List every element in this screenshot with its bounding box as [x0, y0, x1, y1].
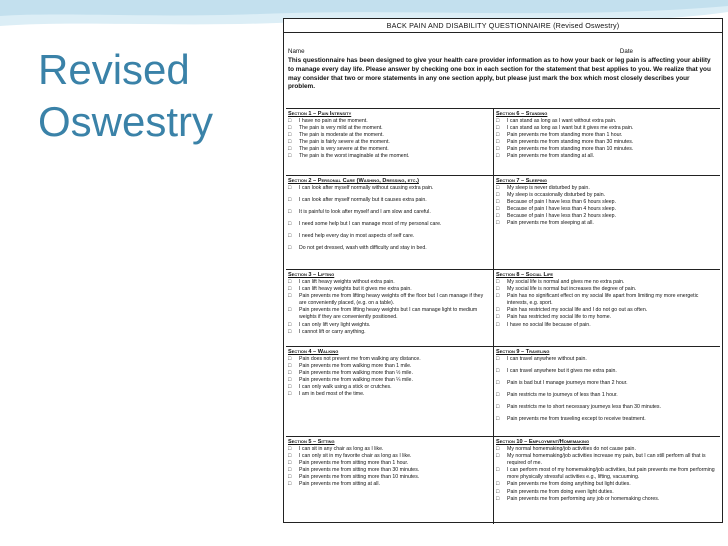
section-8-social-life	[494, 269, 720, 346]
checkbox-icon[interactable]: □	[288, 209, 292, 216]
option-row[interactable]	[288, 209, 491, 216]
option-label: I can stand as long as I want without extra pain.	[507, 118, 617, 124]
option-label: Pain prevents me from sleeping at all.	[507, 220, 594, 227]
section-4-walking	[286, 346, 494, 436]
option-row[interactable]	[496, 118, 718, 125]
checkbox-icon[interactable]: □	[496, 220, 500, 227]
checkbox-icon[interactable]: □	[496, 286, 500, 293]
checkbox-icon[interactable]: □	[288, 221, 292, 228]
option-label: My sleep is occasionally disturbed by pain.	[507, 192, 606, 199]
option-label: I can only lift very light weights.	[299, 321, 371, 328]
checkbox-icon[interactable]: □	[288, 446, 292, 452]
option-label: Pain prevents me from standing more than 10 minutes.	[507, 146, 634, 153]
option-label: Pain prevents me from standing more than 1 hour.	[507, 132, 623, 139]
option-row[interactable]	[288, 481, 491, 488]
option-row[interactable]	[288, 322, 491, 329]
option-row[interactable]	[496, 356, 718, 363]
checkbox-icon[interactable]: □	[496, 446, 500, 452]
section-5-sitting	[286, 436, 494, 524]
section-1-pain-intensity	[286, 108, 494, 175]
questionnaire-document	[283, 18, 723, 523]
section-2-personal-care	[286, 175, 494, 269]
option-label: My normal homemaking/job activities increase my pain, but I can still perform all that is required of me.	[507, 453, 706, 467]
checkbox-icon[interactable]: □	[288, 460, 292, 467]
option-row[interactable]	[496, 322, 718, 329]
option-label: The pain is very severe at the moment.	[299, 146, 389, 153]
checkbox-icon[interactable]: □	[288, 185, 292, 191]
section-heading: Section 8 – Social Life	[496, 272, 554, 278]
option-row[interactable]	[288, 474, 491, 481]
checkbox-icon[interactable]: □	[288, 363, 292, 370]
option-label: The pain is fairly severe at the moment.	[299, 139, 390, 146]
checkbox-icon[interactable]: □	[496, 416, 500, 423]
option-label: I can lift heavy weights without extra pain.	[299, 279, 395, 285]
checkbox-icon[interactable]: □	[496, 481, 500, 488]
option-label: Pain restricts me to journeys of less than 1 hour.	[507, 392, 618, 399]
sections-grid	[286, 108, 720, 522]
option-label: I cannot lift or carry anything.	[299, 328, 366, 335]
section-6-standing	[494, 108, 720, 175]
option-label: Pain prevents me from sitting more than 10 minutes.	[299, 474, 420, 481]
checkbox-icon[interactable]: □	[288, 279, 292, 285]
checkbox-icon[interactable]: □	[496, 380, 500, 387]
option-row[interactable]	[496, 206, 718, 213]
option-label: Pain prevents me from walking more than 1 mile.	[299, 363, 412, 370]
checkbox-icon[interactable]: □	[288, 233, 292, 240]
option-row[interactable]	[496, 220, 718, 227]
checkbox-icon[interactable]: □	[288, 391, 292, 398]
option-row[interactable]	[496, 279, 718, 286]
option-row[interactable]	[288, 286, 491, 293]
option-row[interactable]	[288, 125, 491, 132]
option-label: Pain restricts me to short necessary journeys less than 30 minutes.	[507, 404, 661, 411]
option-row[interactable]	[496, 213, 718, 220]
option-row[interactable]	[496, 368, 718, 375]
option-label: I need help every day in most aspects of self care.	[299, 233, 415, 240]
section-heading: Section 6 – Standing	[496, 111, 548, 117]
option-label: I can look after myself normally but it causes extra pain.	[299, 197, 427, 204]
option-label: Pain prevents me from sitting more than 30 minutes.	[299, 467, 420, 474]
checkbox-icon[interactable]: □	[496, 307, 500, 314]
option-row[interactable]	[288, 370, 491, 377]
option-label: I can stand as long as I want but it gives me extra pain.	[507, 125, 634, 132]
option-row[interactable]	[288, 185, 491, 192]
option-label: Pain prevents me from lifting heavy weights off the floor but I can manage if they are conveniently placed, (e.g. on a table).	[299, 293, 484, 307]
checkbox-icon[interactable]: □	[496, 206, 500, 213]
option-label: I am in bed most of the time.	[299, 391, 365, 398]
option-row[interactable]	[496, 416, 718, 423]
checkbox-icon[interactable]: □	[288, 321, 292, 328]
option-label: I can only sit in my favorite chair as long as I like.	[299, 453, 412, 460]
name-date-row	[288, 48, 718, 55]
checkbox-icon[interactable]: □	[496, 453, 500, 460]
option-label: Pain prevents me from standing more than 30 minutes.	[507, 139, 634, 146]
option-row[interactable]	[288, 139, 491, 146]
checkbox-icon[interactable]: □	[496, 495, 500, 502]
option-row[interactable]	[288, 453, 491, 460]
name-label: Name	[288, 48, 305, 55]
option-label: My social life is normal and gives me no extra pain.	[507, 279, 625, 285]
option-label: Because of pain I have less than 2 hours sleep.	[507, 213, 617, 220]
option-row[interactable]	[496, 293, 718, 307]
option-label: My social life is normal but increases the degree of pain.	[507, 286, 637, 293]
checkbox-icon[interactable]: □	[496, 392, 500, 399]
checkbox-icon[interactable]: □	[496, 185, 500, 191]
checkbox-icon[interactable]: □	[496, 356, 500, 362]
checkbox-icon[interactable]: □	[496, 139, 500, 146]
checkbox-icon[interactable]: □	[496, 125, 500, 132]
option-label: Because of pain I have less than 4 hours sleep.	[507, 206, 617, 213]
checkbox-icon[interactable]: □	[288, 481, 292, 488]
option-row[interactable]	[288, 132, 491, 139]
option-label: It is painful to look after myself and I am slow and careful.	[299, 209, 431, 216]
document-title: BACK PAIN AND DISABILITY QUESTIONNAIRE (Revised Oswestry)	[284, 21, 722, 33]
option-label: I can look after myself normally without causing extra pain.	[299, 185, 434, 191]
option-row[interactable]	[288, 153, 491, 160]
checkbox-icon[interactable]: □	[496, 279, 500, 285]
checkbox-icon[interactable]: □	[288, 286, 292, 293]
option-row[interactable]	[288, 329, 491, 336]
option-row[interactable]	[288, 446, 491, 453]
checkbox-icon[interactable]: □	[288, 146, 292, 153]
option-row[interactable]	[496, 307, 718, 314]
option-label: The pain is moderate at the moment.	[299, 132, 384, 139]
section-7-sleeping	[494, 175, 720, 269]
option-label: I need some help but I can manage most of my personal care.	[299, 221, 442, 228]
slide-title	[38, 44, 213, 148]
option-label: Pain prevents me from lifting heavy weights but I can manage light to medium weights if they are conveniently positioned.	[299, 307, 478, 321]
option-row[interactable]	[496, 146, 718, 153]
checkbox-icon[interactable]: □	[288, 356, 292, 362]
checkbox-icon[interactable]: □	[288, 125, 292, 132]
option-label: I have no pain at the moment.	[299, 118, 368, 124]
section-heading: Section 2 – Personal Care (Washing, Dressing, etc.)	[288, 178, 419, 184]
checkbox-icon[interactable]: □	[496, 213, 500, 220]
checkbox-icon[interactable]: □	[288, 307, 292, 314]
checkbox-icon[interactable]: □	[496, 118, 500, 124]
checkbox-icon[interactable]: □	[288, 197, 292, 204]
option-row[interactable]	[288, 146, 491, 153]
checkbox-icon[interactable]: □	[288, 474, 292, 481]
option-label: Pain prevents me from standing at all.	[507, 153, 595, 160]
section-heading: Section 7 – Sleeping	[496, 178, 548, 184]
option-label: Do not get dressed, wash with difficulty and stay in bed.	[299, 245, 427, 252]
option-row[interactable]	[496, 404, 718, 411]
option-row[interactable]	[288, 233, 491, 240]
option-row[interactable]	[496, 153, 718, 160]
option-label: The pain is the worst imaginable at the moment.	[299, 153, 410, 160]
checkbox-icon[interactable]: □	[496, 293, 500, 300]
checkbox-icon[interactable]: □	[496, 368, 500, 375]
section-heading: Section 1 – Pain Intensity	[288, 111, 352, 117]
option-label: I can sit in any chair as long as I like.	[299, 446, 384, 452]
checkbox-icon[interactable]: □	[496, 314, 500, 321]
option-label: Pain prevents me from walking more than ½ mile.	[299, 370, 413, 377]
checkbox-icon[interactable]: □	[496, 467, 500, 474]
option-row[interactable]	[496, 199, 718, 206]
option-label: Pain prevents me from performing any job or homemaking chores.	[507, 495, 660, 502]
section-10-employment-homemaking	[494, 436, 720, 524]
option-row[interactable]	[288, 391, 491, 398]
option-label: Pain is bad but I manage journeys more than 2 hour.	[507, 380, 628, 387]
option-row[interactable]	[288, 279, 491, 286]
option-row[interactable]	[288, 118, 491, 125]
option-label: I can only walk using a stick or crutches.	[299, 384, 392, 391]
instructions-paragraph: This questionnaire has been designed to give your health care provider information as to how your back or leg pain is affecting your ability to manage every day life. Please answer by checking one box in each section for the statement that best applies to you. We realize that you may consider that two or more statements in any one section apply, but please just mark the box which most closely describes your problem.	[288, 57, 711, 91]
option-row[interactable]	[288, 245, 491, 252]
slide-title-line-2: Oswestry	[38, 98, 214, 145]
option-label: Pain prevents me from traveling except to receive treatment.	[507, 416, 646, 423]
section-heading: Section 4 – Walking	[288, 349, 339, 355]
option-label: Pain prevents me from doing anything but light duties.	[507, 481, 631, 488]
checkbox-icon[interactable]: □	[496, 199, 500, 206]
option-row[interactable]	[288, 377, 491, 384]
option-row[interactable]	[496, 125, 718, 132]
option-label: Pain has no significant effect on my social life apart from limiting my more energetic interests, e.g. sport.	[507, 293, 699, 307]
option-label: Pain prevents me from walking more than ¼ mile.	[299, 377, 413, 384]
option-row[interactable]	[496, 185, 718, 192]
option-row[interactable]	[496, 496, 718, 503]
checkbox-icon[interactable]: □	[496, 153, 500, 160]
checkbox-icon[interactable]: □	[288, 328, 292, 335]
option-label: I can perform most of my homemaking/job activities, but pain prevents me from performing more physically stressful activities e.g., lifting, vacuuming.	[507, 467, 715, 481]
option-row[interactable]	[288, 307, 491, 321]
option-label: Pain prevents me from sitting at all.	[299, 481, 381, 488]
option-row[interactable]	[288, 356, 491, 363]
checkbox-icon[interactable]: □	[288, 245, 292, 252]
option-row[interactable]	[496, 380, 718, 387]
checkbox-icon[interactable]: □	[288, 139, 292, 146]
option-label: My normal homemaking/job activities do not cause pain.	[507, 446, 636, 452]
checkbox-icon[interactable]: □	[496, 404, 500, 411]
option-row[interactable]	[496, 132, 718, 139]
option-label: Pain has restricted my social life to my home.	[507, 314, 612, 321]
checkbox-icon[interactable]: □	[288, 293, 292, 300]
option-label: I can travel anywhere without pain.	[507, 356, 587, 362]
option-row[interactable]	[496, 481, 718, 488]
date-label: Date	[619, 48, 633, 55]
checkbox-icon[interactable]: □	[288, 153, 292, 160]
checkbox-icon[interactable]: □	[288, 118, 292, 124]
option-row[interactable]	[288, 467, 491, 474]
checkbox-icon[interactable]: □	[288, 132, 292, 139]
option-label: Pain has restricted my social life and I do not go out as often.	[507, 307, 648, 314]
option-label: Pain does not prevent me from walking any distance.	[299, 356, 421, 362]
option-row[interactable]	[496, 392, 718, 399]
option-label: The pain is very mild at the moment.	[299, 125, 383, 132]
checkbox-icon[interactable]: □	[288, 384, 292, 391]
option-row[interactable]	[288, 293, 491, 307]
option-label: Pain prevents me from doing even light duties.	[507, 488, 614, 495]
checkbox-icon[interactable]: □	[496, 321, 500, 328]
option-row[interactable]	[496, 489, 718, 496]
option-label: Because of pain I have less than 6 hours sleep.	[507, 199, 617, 206]
section-heading: Section 10 – Employment/Homemaking	[496, 439, 590, 445]
checkbox-icon[interactable]: □	[288, 370, 292, 377]
option-row[interactable]	[288, 460, 491, 467]
option-row[interactable]	[496, 286, 718, 293]
checkbox-icon[interactable]: □	[496, 132, 500, 139]
checkbox-icon[interactable]: □	[496, 192, 500, 199]
option-row[interactable]	[496, 453, 718, 467]
slide-title-line-1: Revised	[38, 46, 190, 93]
section-heading: Section 3 – Lifting	[288, 272, 335, 278]
checkbox-icon[interactable]: □	[288, 467, 292, 474]
option-label: My sleep is never disturbed by pain.	[507, 185, 590, 191]
option-row[interactable]	[496, 192, 718, 199]
section-9-traveling	[494, 346, 720, 436]
section-heading: Section 9 – Traveling	[496, 349, 550, 355]
option-label: I have no social life because of pain.	[507, 321, 591, 328]
option-row[interactable]	[288, 221, 491, 228]
option-row[interactable]	[288, 384, 491, 391]
section-3-lifting	[286, 269, 494, 346]
option-row[interactable]	[496, 467, 718, 481]
checkbox-icon[interactable]: □	[288, 377, 292, 384]
checkbox-icon[interactable]: □	[496, 488, 500, 495]
option-row[interactable]	[496, 446, 718, 453]
option-row[interactable]	[496, 139, 718, 146]
option-row[interactable]	[496, 314, 718, 321]
checkbox-icon[interactable]: □	[288, 453, 292, 460]
option-row[interactable]	[288, 197, 491, 204]
option-label: Pain prevents me from sitting more than 1 hour.	[299, 460, 409, 467]
option-label: I can travel anywhere but it gives me extra pain.	[507, 368, 617, 375]
section-heading: Section 5 – Sitting	[288, 439, 335, 445]
checkbox-icon[interactable]: □	[496, 146, 500, 153]
option-label: I can lift heavy weights but it gives me extra pain.	[299, 286, 412, 293]
